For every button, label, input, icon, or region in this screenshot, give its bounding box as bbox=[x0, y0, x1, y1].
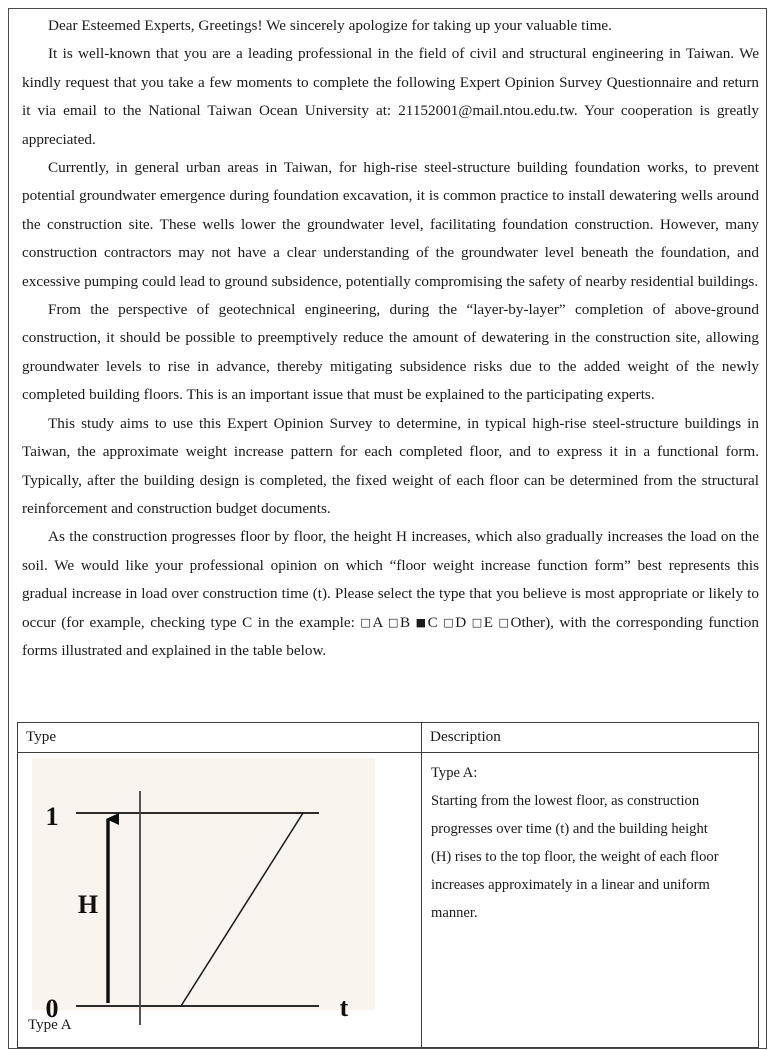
option-d[interactable] bbox=[443, 614, 466, 631]
checkbox-c-icon[interactable]: ■ bbox=[415, 615, 428, 629]
type-a-figure bbox=[18, 753, 422, 1047]
option-other-label: Other bbox=[510, 613, 546, 631]
function-type-table bbox=[17, 722, 759, 1048]
paragraph-background: Currently, in general urban areas in Taiwan, for high-rise steel-structure building foundation works, to prevent potential groundwater emergence during foundation excavation, it is common practice to install dewatering wells around the construction site. These wells lower the groundwater level, facilitating foundation construction. However, many construction contractors may not have a clear understanding of the groundwater level beneath the foundation, and excessive pumping could lead to ground subsidence, potentially compromising the safety of nearby residential buildings. bbox=[22, 159, 759, 290]
description-line: progresses over time (t) and the building height bbox=[431, 821, 708, 837]
checkbox-other-icon[interactable]: □ bbox=[498, 615, 511, 629]
option-other[interactable] bbox=[498, 614, 545, 631]
paragraph-greeting: Dear Esteemed Experts, Greetings! We sincerely apologize for taking up your valuable time. bbox=[48, 17, 612, 34]
y-axis-label-h: H bbox=[77, 890, 99, 919]
option-c-label: C bbox=[427, 613, 438, 631]
description-line: Starting from the lowest floor, as construction bbox=[431, 793, 700, 809]
description-line: (H) rises to the top floor, the weight of each floor bbox=[431, 849, 719, 865]
option-group bbox=[360, 614, 545, 631]
option-b-label: B bbox=[399, 613, 411, 631]
paragraph-question bbox=[22, 523, 759, 665]
option-a[interactable] bbox=[360, 614, 382, 631]
cell-type-description bbox=[422, 753, 759, 1048]
description-line: increases approximately in a linear and uniform bbox=[431, 877, 710, 893]
document-body bbox=[22, 12, 759, 665]
type-a-chart-svg bbox=[18, 753, 422, 1047]
description-line: manner. bbox=[431, 905, 478, 921]
description-title: Type A: bbox=[431, 765, 478, 781]
checkbox-e-icon[interactable]: □ bbox=[471, 615, 484, 629]
data-line-type-a bbox=[181, 813, 303, 1006]
question-text-part1: As the construction progresses floor by floor, the height H increases, which also gradually increases the load on the soil. We would like your professional opinion on which “floor weight increase function form” best represents this gradual increase in load over construction time (t). Please select the type that you believe is most appropriate or likely to occur (for example, checking type C in the example: bbox=[22, 528, 759, 631]
option-e-label: E bbox=[483, 613, 493, 631]
figure-caption: Type A bbox=[28, 1017, 72, 1033]
paragraph-intro: It is well-known that you are a leading professional in the field of civil and structural engineering in Taiwan. We kindly request that you take a few moments to complete the following Expert Opinion Survey Questionnaire and return it via email to the National Taiwan Ocean University at: 21152001@mail.ntou.edu.tw. Your cooperation is greatly appreciated. bbox=[22, 45, 759, 148]
checkbox-b-icon[interactable]: □ bbox=[387, 615, 400, 629]
paragraph-geotechnical: From the perspective of geotechnical engineering, during the “layer-by-layer” completion of above-ground construction, it should be possible to preemptively reduce the amount of dewatering in the construction site, allowing groundwater levels to rise in advance, thereby mitigating subsidence risks due to the added weight of the newly completed building floors. This is an important issue that must be explained to the participating experts. bbox=[22, 301, 759, 404]
y-tick-label-0: 0 bbox=[45, 994, 59, 1023]
question-text-part2: ), with the corresponding function forms illustrated and explained in the table below. bbox=[22, 613, 759, 659]
header-cell-description: Description bbox=[422, 723, 759, 753]
x-axis-label-t: t bbox=[339, 993, 349, 1022]
option-d-label: D bbox=[455, 613, 467, 631]
option-b[interactable] bbox=[388, 614, 410, 631]
option-e[interactable] bbox=[472, 614, 493, 631]
option-a-label: A bbox=[372, 613, 383, 631]
y-tick-label-1: 1 bbox=[45, 802, 59, 831]
table-row bbox=[18, 753, 759, 1048]
option-c[interactable] bbox=[416, 614, 438, 631]
cell-type-figure bbox=[18, 753, 422, 1048]
table-header-row bbox=[18, 723, 759, 753]
paragraph-study-aim: This study aims to use this Expert Opinion Survey to determine, in typical high-rise steel-structure buildings in Taiwan, the approximate weight increase pattern for each completed floor, and to express it in a functional form. Typically, after the building design is completed, the fixed weight of each floor can be determined from the structural reinforcement and construction budget documents. bbox=[22, 414, 759, 517]
checkbox-d-icon[interactable]: □ bbox=[443, 615, 456, 629]
header-cell-type: Type bbox=[18, 723, 422, 753]
checkbox-a-icon[interactable]: □ bbox=[360, 615, 373, 629]
